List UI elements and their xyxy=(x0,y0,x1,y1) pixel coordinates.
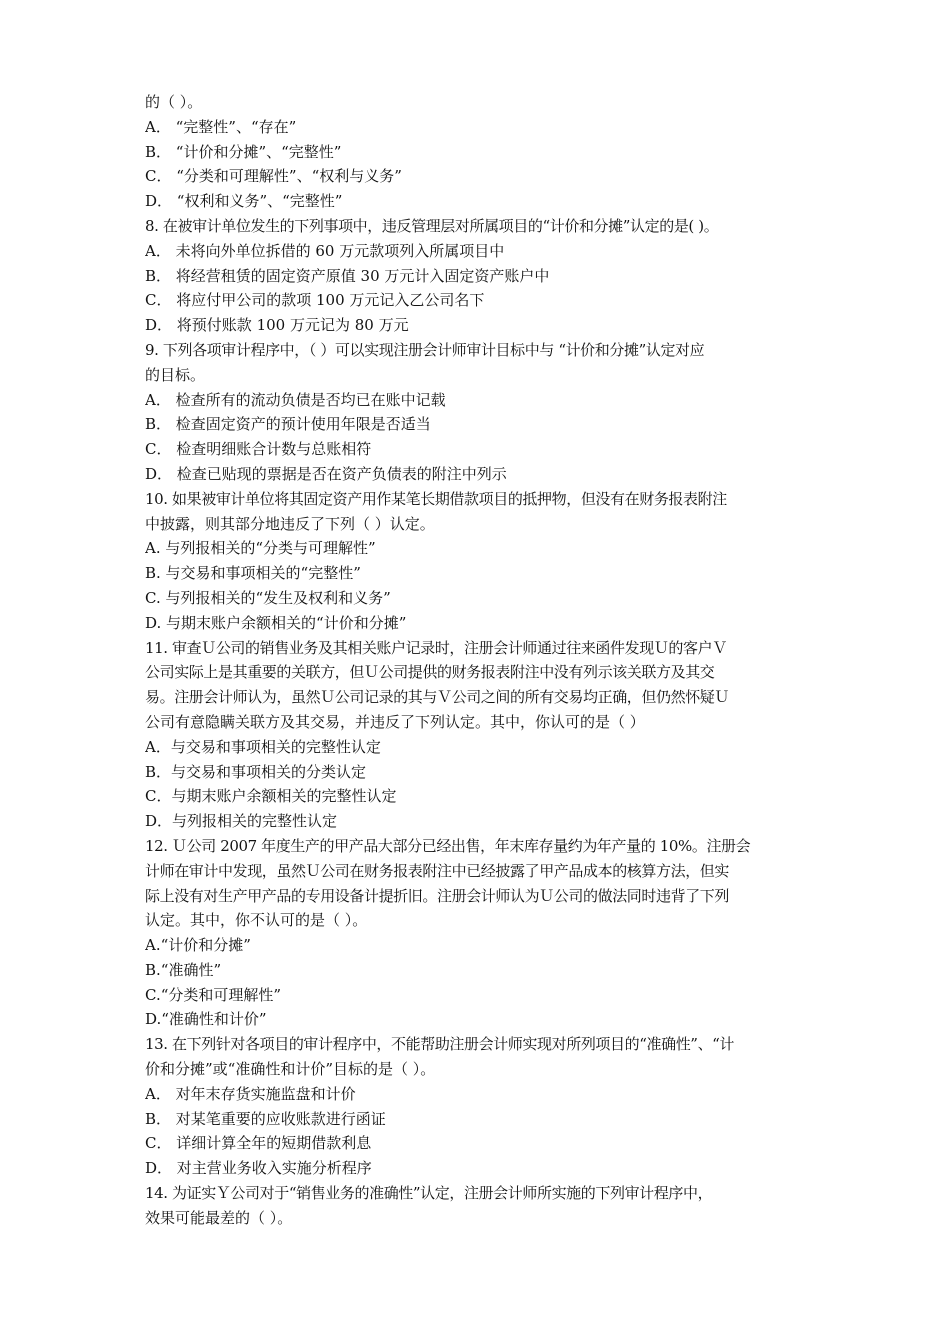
option-line: A．与交易和事项相关的完整性认定 xyxy=(145,737,381,756)
option-line: C． 详细计算全年的短期借款利息 xyxy=(145,1134,372,1153)
option-line: C．与期末账户余额相关的完整性认定 xyxy=(145,787,397,806)
option-line: B． 将经营租赁的固定资产原值 30 万元计入固定资产账户中 xyxy=(145,266,550,285)
option-line: C． 将应付甲公司的款项 100 万元记入乙公司名下 xyxy=(145,291,485,310)
text-line: 的（ ）。 xyxy=(145,93,203,111)
question-14: 14. 为证实Ｙ公司对于“销售业务的准确性”认定，注册会计师所实施的下列审计程序中， xyxy=(145,1184,713,1203)
question-13: 13. 在下列针对各项目的审计程序中，不能帮助注册会计师实现对所列项目的“准确性”、“计 xyxy=(145,1035,735,1054)
option-line: B． “计价和分摊”、“完整性” xyxy=(145,142,342,161)
text-line: 效果可能最差的（ ）。 xyxy=(145,1208,293,1227)
option-line: D.“准确性和计价” xyxy=(145,1010,267,1029)
question-8: 8. 在被审计单位发生的下列事项中，违反管理层对所属项目的“计价和分摊”认定的是( )。 xyxy=(145,216,719,235)
option-line: A.“计价和分摊” xyxy=(145,936,251,955)
text-line: 价和分摊”或“准确性和计价”目标的是（ ）。 xyxy=(145,1060,436,1079)
document-page xyxy=(145,90,810,1231)
option-line: D． 检查已贴现的票据是否在资产负债表的附注中列示 xyxy=(145,464,507,483)
option-line: A． 对年末存货实施监盘和计价 xyxy=(145,1084,356,1103)
option-line: A. 与列报相关的“分类与可理解性” xyxy=(145,539,376,558)
option-line: C． “分类和可理解性”、“权利与义务” xyxy=(145,167,402,186)
option-line: C． 检查明细账合计数与总账相符 xyxy=(145,440,372,459)
text-line: 公司实际上是其重要的关联方，但Ｕ公司提供的财务报表附注中没有列示该关联方及其交 xyxy=(145,663,715,682)
option-line: B． 检查固定资产的预计使用年限是否适当 xyxy=(145,415,431,434)
option-line: C.“分类和可理解性” xyxy=(145,985,282,1004)
option-line: D． 将预付账款 100 万元记为 80 万元 xyxy=(145,316,409,335)
option-line: B．与交易和事项相关的分类认定 xyxy=(145,762,367,781)
text-line: 中披露，则其部分地违反了下列（ ）认定。 xyxy=(145,514,435,533)
option-line: A． 未将向外单位拆借的 60 万元款项列入所属项目中 xyxy=(145,241,505,260)
question-12: 12. Ｕ公司 2007 年度生产的甲产品大部分已经出售，年末库存量约为年产量的 10%。注册会 xyxy=(145,836,751,855)
option-line: C. 与列报相关的“发生及权利和义务” xyxy=(145,588,391,607)
option-line: B． 对某笔重要的应收账款进行函证 xyxy=(145,1109,386,1128)
question-11: 11. 审查Ｕ公司的销售业务及其相关账户记录时，注册会计师通过往来函件发现Ｕ的客户Ｖ xyxy=(145,638,727,657)
option-line: A． 检查所有的流动负债是否均已在账中记载 xyxy=(145,390,446,409)
text-line: 公司有意隐瞒关联方及其交易，并违反了下列认定。其中，你认可的是（ ） xyxy=(145,712,645,731)
text-line: 的目标。 xyxy=(145,365,206,384)
option-line: B. 与交易和事项相关的“完整性” xyxy=(145,564,361,583)
text-line: 计师在审计中发现，虽然Ｕ公司在财务报表附注中已经披露了甲产品成本的核算方法，但实 xyxy=(145,861,730,880)
option-line: D． 对主营业务收入实施分析程序 xyxy=(145,1159,372,1178)
text-line: 易。注册会计师认为，虽然Ｕ公司记录的其与Ｖ公司之间的所有交易均正确，但仍然怀疑Ｕ xyxy=(145,688,730,707)
option-line: D．与列报相关的完整性认定 xyxy=(145,812,338,831)
question-10: 10. 如果被审计单位将其固定资产用作某笔长期借款项目的抵押物，但没有在财务报表附注 xyxy=(145,489,727,508)
option-line: D． “权利和义务”、“完整性” xyxy=(145,192,343,211)
question-9: 9. 下列各项审计程序中，（ ）可以实现注册会计师审计目标中与 “计价和分摊”认定对应 xyxy=(145,340,705,359)
option-line: A． “完整性”、“存在” xyxy=(145,117,297,136)
text-line: 认定。其中，你不认可的是（ ）。 xyxy=(145,911,368,930)
text-line: 际上没有对生产甲产品的专用设备计提折旧。注册会计师认为Ｕ公司的做法同时违背了下列 xyxy=(145,886,730,905)
option-line: D. 与期末账户余额相关的“计价和分摊” xyxy=(145,613,407,632)
option-line: B.“准确性” xyxy=(145,960,222,979)
